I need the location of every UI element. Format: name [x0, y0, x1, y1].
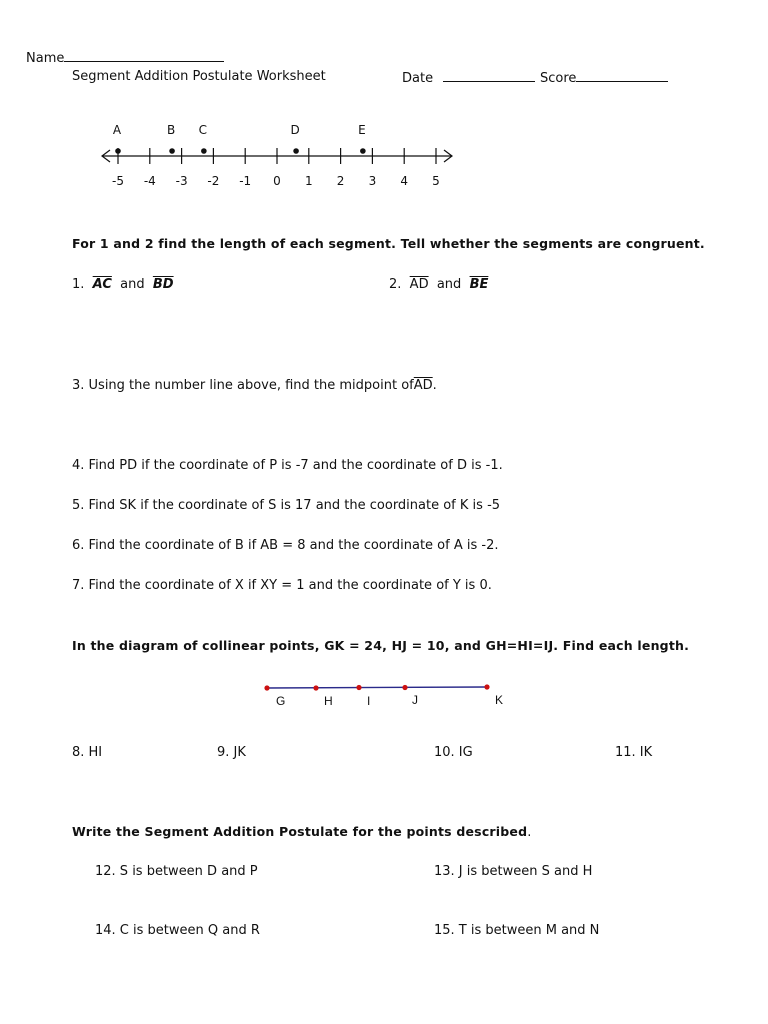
point-e-dot: [360, 148, 366, 154]
q1-segment-ac: $\overline{AC}$: [92, 277, 112, 292]
score-label: Score: [540, 71, 577, 86]
worksheet-title: Segment Addition Postulate Worksheet: [72, 69, 326, 84]
question-3: [72, 378, 437, 394]
question-6: 6. Find the coordinate of B if AB = 8 and the coordinate of A is -2.: [72, 538, 499, 553]
point-k-dot: [484, 684, 489, 689]
q3-segment-ad: $\overline{AD}$: [413, 378, 433, 393]
q1-and: and: [120, 277, 145, 292]
tick-label: -4: [143, 174, 156, 188]
point-g-label: G: [276, 694, 286, 708]
tick-label: -5: [112, 174, 124, 188]
question-10: 10. IG: [434, 745, 473, 760]
question-11: 11. IK: [615, 745, 653, 760]
tick-label: 4: [400, 174, 409, 188]
question-4: 4. Find PD if the coordinate of P is -7 and the coordinate of D is -1.: [72, 458, 503, 473]
point-i-dot: [356, 685, 361, 690]
point-a-label: A: [112, 123, 122, 137]
point-h-dot: [313, 685, 318, 690]
point-e-label: E: [358, 123, 366, 137]
point-b-label: B: [166, 123, 176, 137]
point-a-dot: [115, 148, 121, 154]
q2-segment-ad: $\overline{AD}$: [409, 277, 429, 292]
tick-label: 0: [273, 174, 281, 188]
question-12: 12. S is between D and P: [95, 864, 258, 879]
q1-number: 1.: [72, 277, 85, 292]
question-7: 7. Find the coordinate of X if XY = 1 and the coordinate of Y is 0.: [72, 578, 492, 593]
question-2: [389, 277, 488, 293]
q1-segment-bd: $\overline{BD}$: [152, 277, 174, 292]
collinear-segment: [267, 687, 487, 688]
name-label: Name: [26, 51, 65, 66]
point-j-dot: [402, 685, 407, 690]
q3-text: 3. Using the number line above, find the midpoint of: [72, 378, 414, 393]
tick-label: 3: [368, 174, 377, 188]
question-13: 13. J is between S and H: [434, 864, 593, 879]
point-c-label: C: [198, 123, 208, 137]
question-14: 14. C is between Q and R: [95, 923, 260, 938]
point-b-dot: [169, 148, 175, 154]
number-line: [0, 0, 768, 200]
collinear-points-diagram: [0, 670, 768, 730]
section3-instruction-text: Write the Segment Addition Postulate for the points described: [72, 824, 528, 839]
q3-end: .: [432, 378, 437, 393]
section2-instruction: In the diagram of collinear points, GK = 24, HJ = 10, and GH=HI=IJ. Find each length.: [72, 638, 690, 653]
tick-label: -3: [175, 174, 188, 188]
question-15: 15. T is between M and N: [434, 923, 600, 938]
section1-instruction: For 1 and 2 find the length of each segment. Tell whether the segments are congruent.: [72, 236, 705, 251]
q2-number: 2.: [389, 277, 402, 292]
question-9: 9. JK: [217, 745, 246, 760]
point-i-label: I: [367, 694, 371, 708]
point-j-label: J: [412, 693, 418, 707]
section3-instruction-end: .: [527, 825, 532, 840]
tick-label: 2: [336, 174, 345, 188]
tick-label: 5: [432, 174, 440, 188]
question-1: [72, 277, 174, 293]
date-label: Date: [402, 71, 434, 86]
point-d-dot: [293, 148, 299, 154]
point-g-dot: [264, 685, 269, 690]
point-d-label: D: [290, 123, 300, 137]
point-h-label: H: [324, 694, 333, 708]
question-5: 5. Find SK if the coordinate of S is 17 and the coordinate of K is -5: [72, 498, 501, 513]
q2-and: and: [436, 277, 462, 292]
tick-label: -2: [207, 174, 220, 188]
q2-segment-be: $\overline{BE}$: [469, 277, 489, 292]
point-c-dot: [201, 148, 207, 154]
point-k-label: K: [495, 693, 504, 707]
question-8: 8. HI: [72, 745, 103, 760]
tick-label: 1: [304, 174, 313, 188]
section3-instruction: [72, 824, 531, 841]
tick-label: -1: [239, 174, 252, 188]
